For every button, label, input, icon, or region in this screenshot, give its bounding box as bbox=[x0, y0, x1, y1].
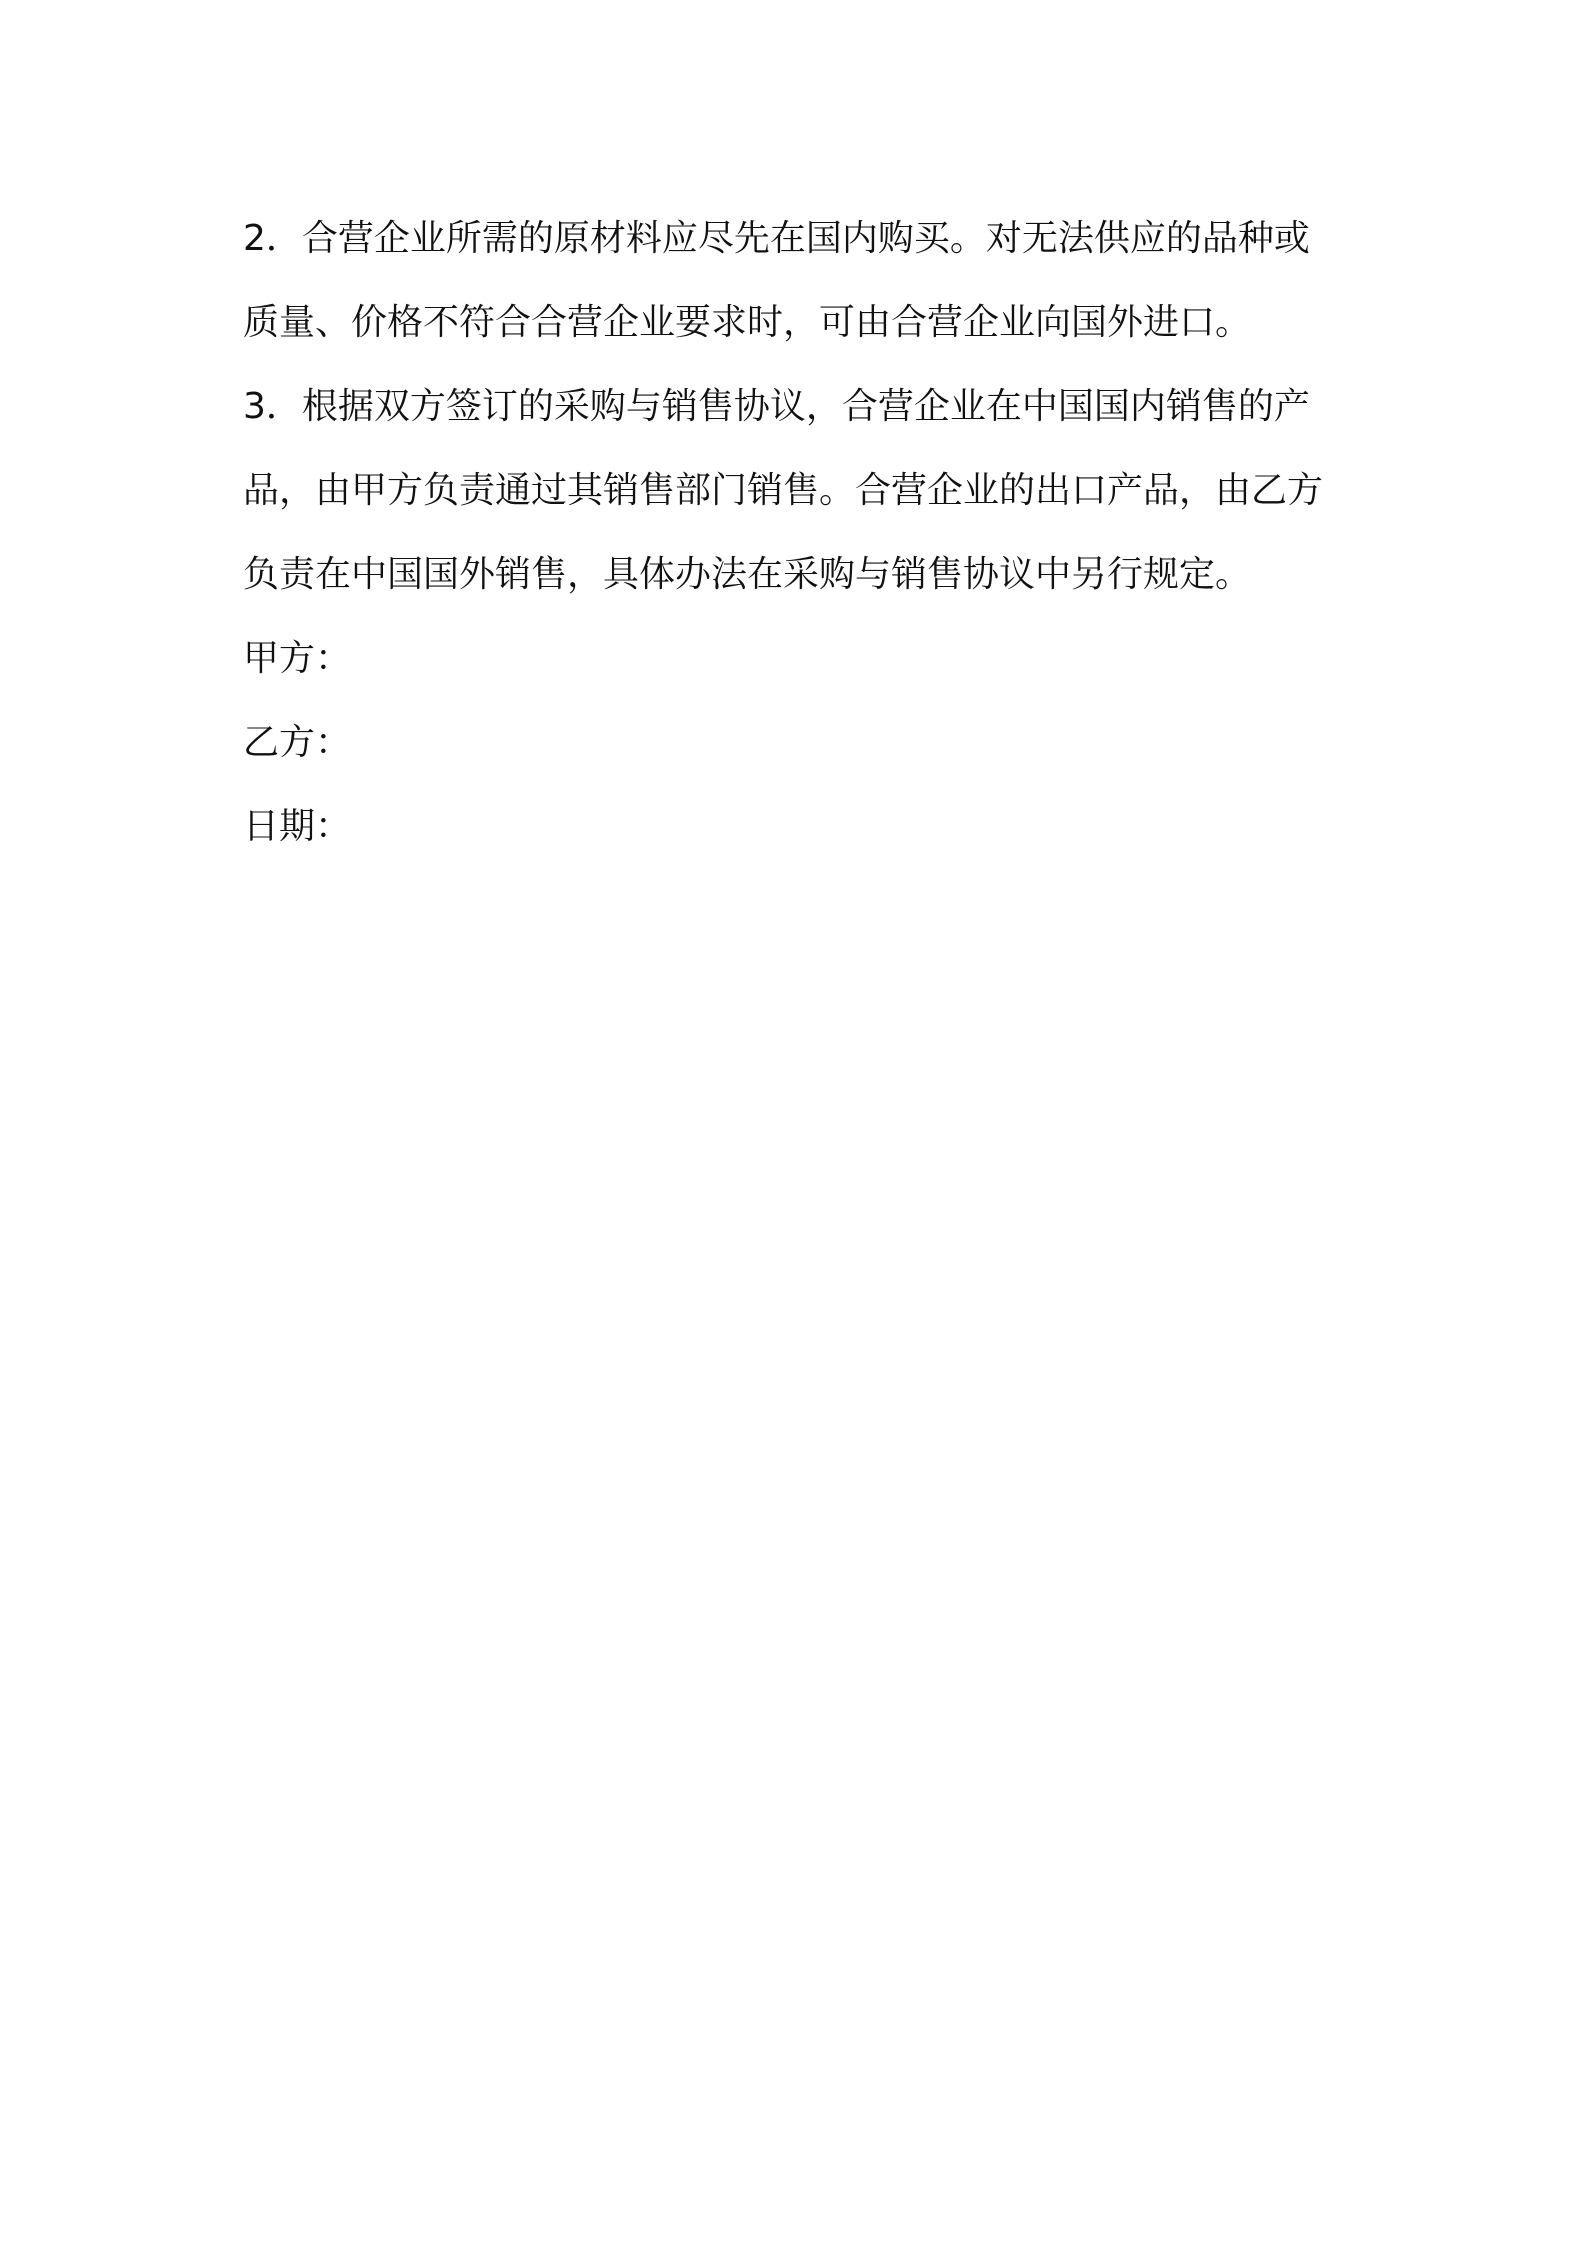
clause-2 bbox=[243, 197, 1358, 365]
clause-3 bbox=[243, 365, 1358, 617]
date-label: 日期： bbox=[243, 806, 352, 847]
document-body bbox=[243, 197, 1358, 869]
party-b-signature-label: 乙方： bbox=[243, 722, 352, 763]
clause-2-line-2: 质量、价格不符合合营企业要求时，可由合营企业向国外进口。 bbox=[243, 302, 1252, 343]
clause-3-line-2: 品，由甲方负责通过其销售部门销售。合营企业的出口产品，由乙方 bbox=[243, 470, 1324, 511]
clause-3-line-1: 3．根据双方签订的采购与销售协议，合营企业在中国国内销售的产 bbox=[243, 386, 1310, 427]
clause-3-line-3: 负责在中国国外销售，具体办法在采购与销售协议中另行规定。 bbox=[243, 554, 1252, 595]
clause-2-line-1: 2．合营企业所需的原材料应尽先在国内购买。对无法供应的品种或 bbox=[243, 218, 1310, 259]
party-a-signature-label: 甲方： bbox=[243, 638, 352, 679]
